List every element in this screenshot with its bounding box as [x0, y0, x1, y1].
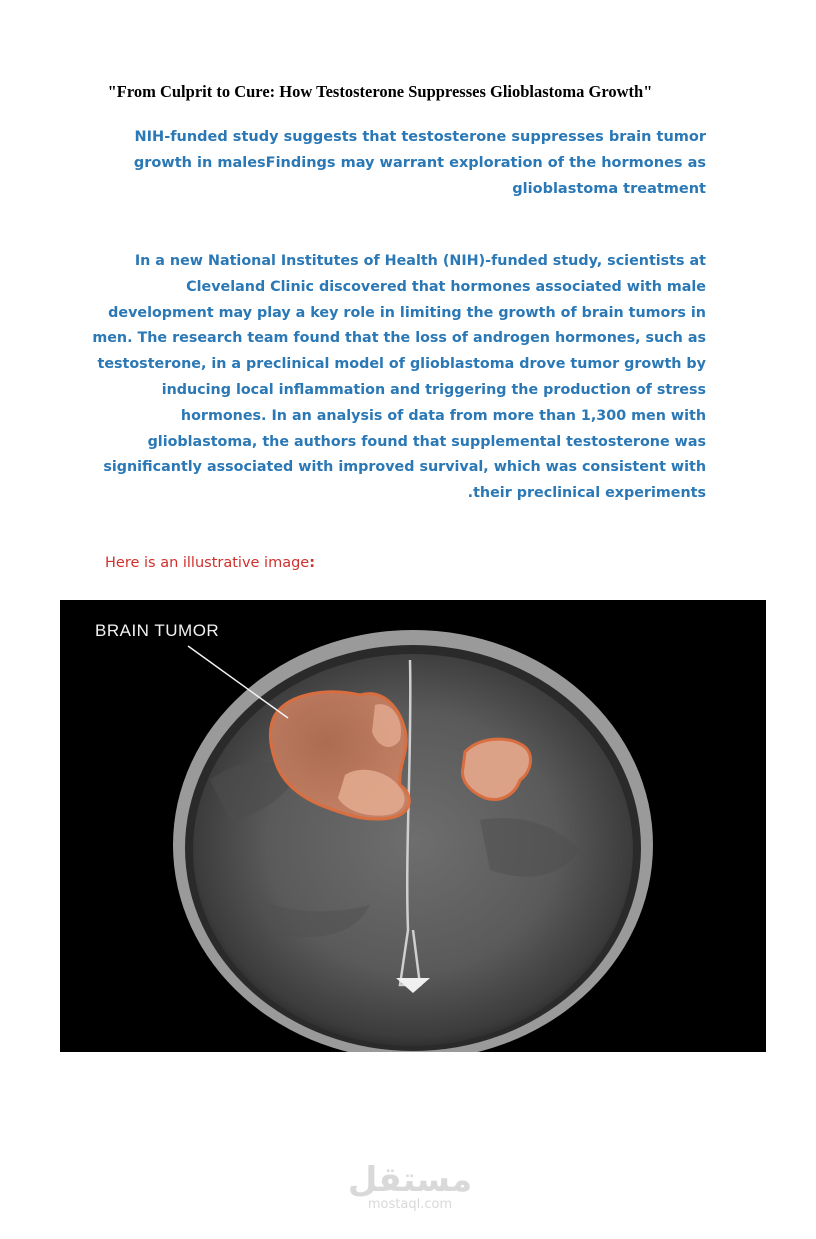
watermark-url: mostaql.com [367, 1197, 453, 1212]
body-line: Cleveland Clinic discovered that hormones associated with male [186, 278, 706, 295]
body-line: .their preclinical experiments [467, 485, 706, 502]
brain-mri-image [60, 600, 766, 1052]
brain-mri-illustration [60, 600, 766, 1052]
image-caption [105, 555, 315, 571]
watermark [340, 1162, 480, 1212]
subtitle-line: glioblastoma treatment [512, 181, 706, 197]
body-line: men. The research team found that the loss of androgen hormones, such as [92, 330, 706, 347]
body-line: significantly associated with improved survival, which was consistent with [103, 459, 706, 476]
body-line: inducing local inflammation and triggering the production of stress [161, 381, 706, 398]
article-title: "From Culprit to Cure: How Testosterone Suppresses Glioblastoma Growth" [107, 82, 653, 101]
body-line: glioblastoma, the authors found that supplemental testosterone was [147, 433, 706, 450]
caption-text: Here is an illustrative image [105, 555, 310, 571]
body-line: testosterone, in a preclinical model of glioblastoma drove tumor growth by [97, 356, 706, 373]
watermark-logo: مستقل [347, 1160, 473, 1200]
caption-colon: : [309, 555, 316, 571]
subtitle-line: NIH-funded study suggests that testosterone suppresses brain tumor [134, 129, 706, 145]
body-line: hormones. In an analysis of data from more than 1,300 men with [180, 407, 706, 424]
article-body [66, 249, 706, 507]
subtitle-line: growth in malesFindings may warrant exploration of the hormones as [133, 155, 706, 171]
tumor-label: BRAIN TUMOR [95, 621, 220, 640]
body-line: In a new National Institutes of Health (NIH)-funded study, scientists at [134, 253, 706, 269]
article-subtitle [106, 124, 706, 202]
body-line: development may play a key role in limiting the growth of brain tumors in [108, 304, 706, 321]
